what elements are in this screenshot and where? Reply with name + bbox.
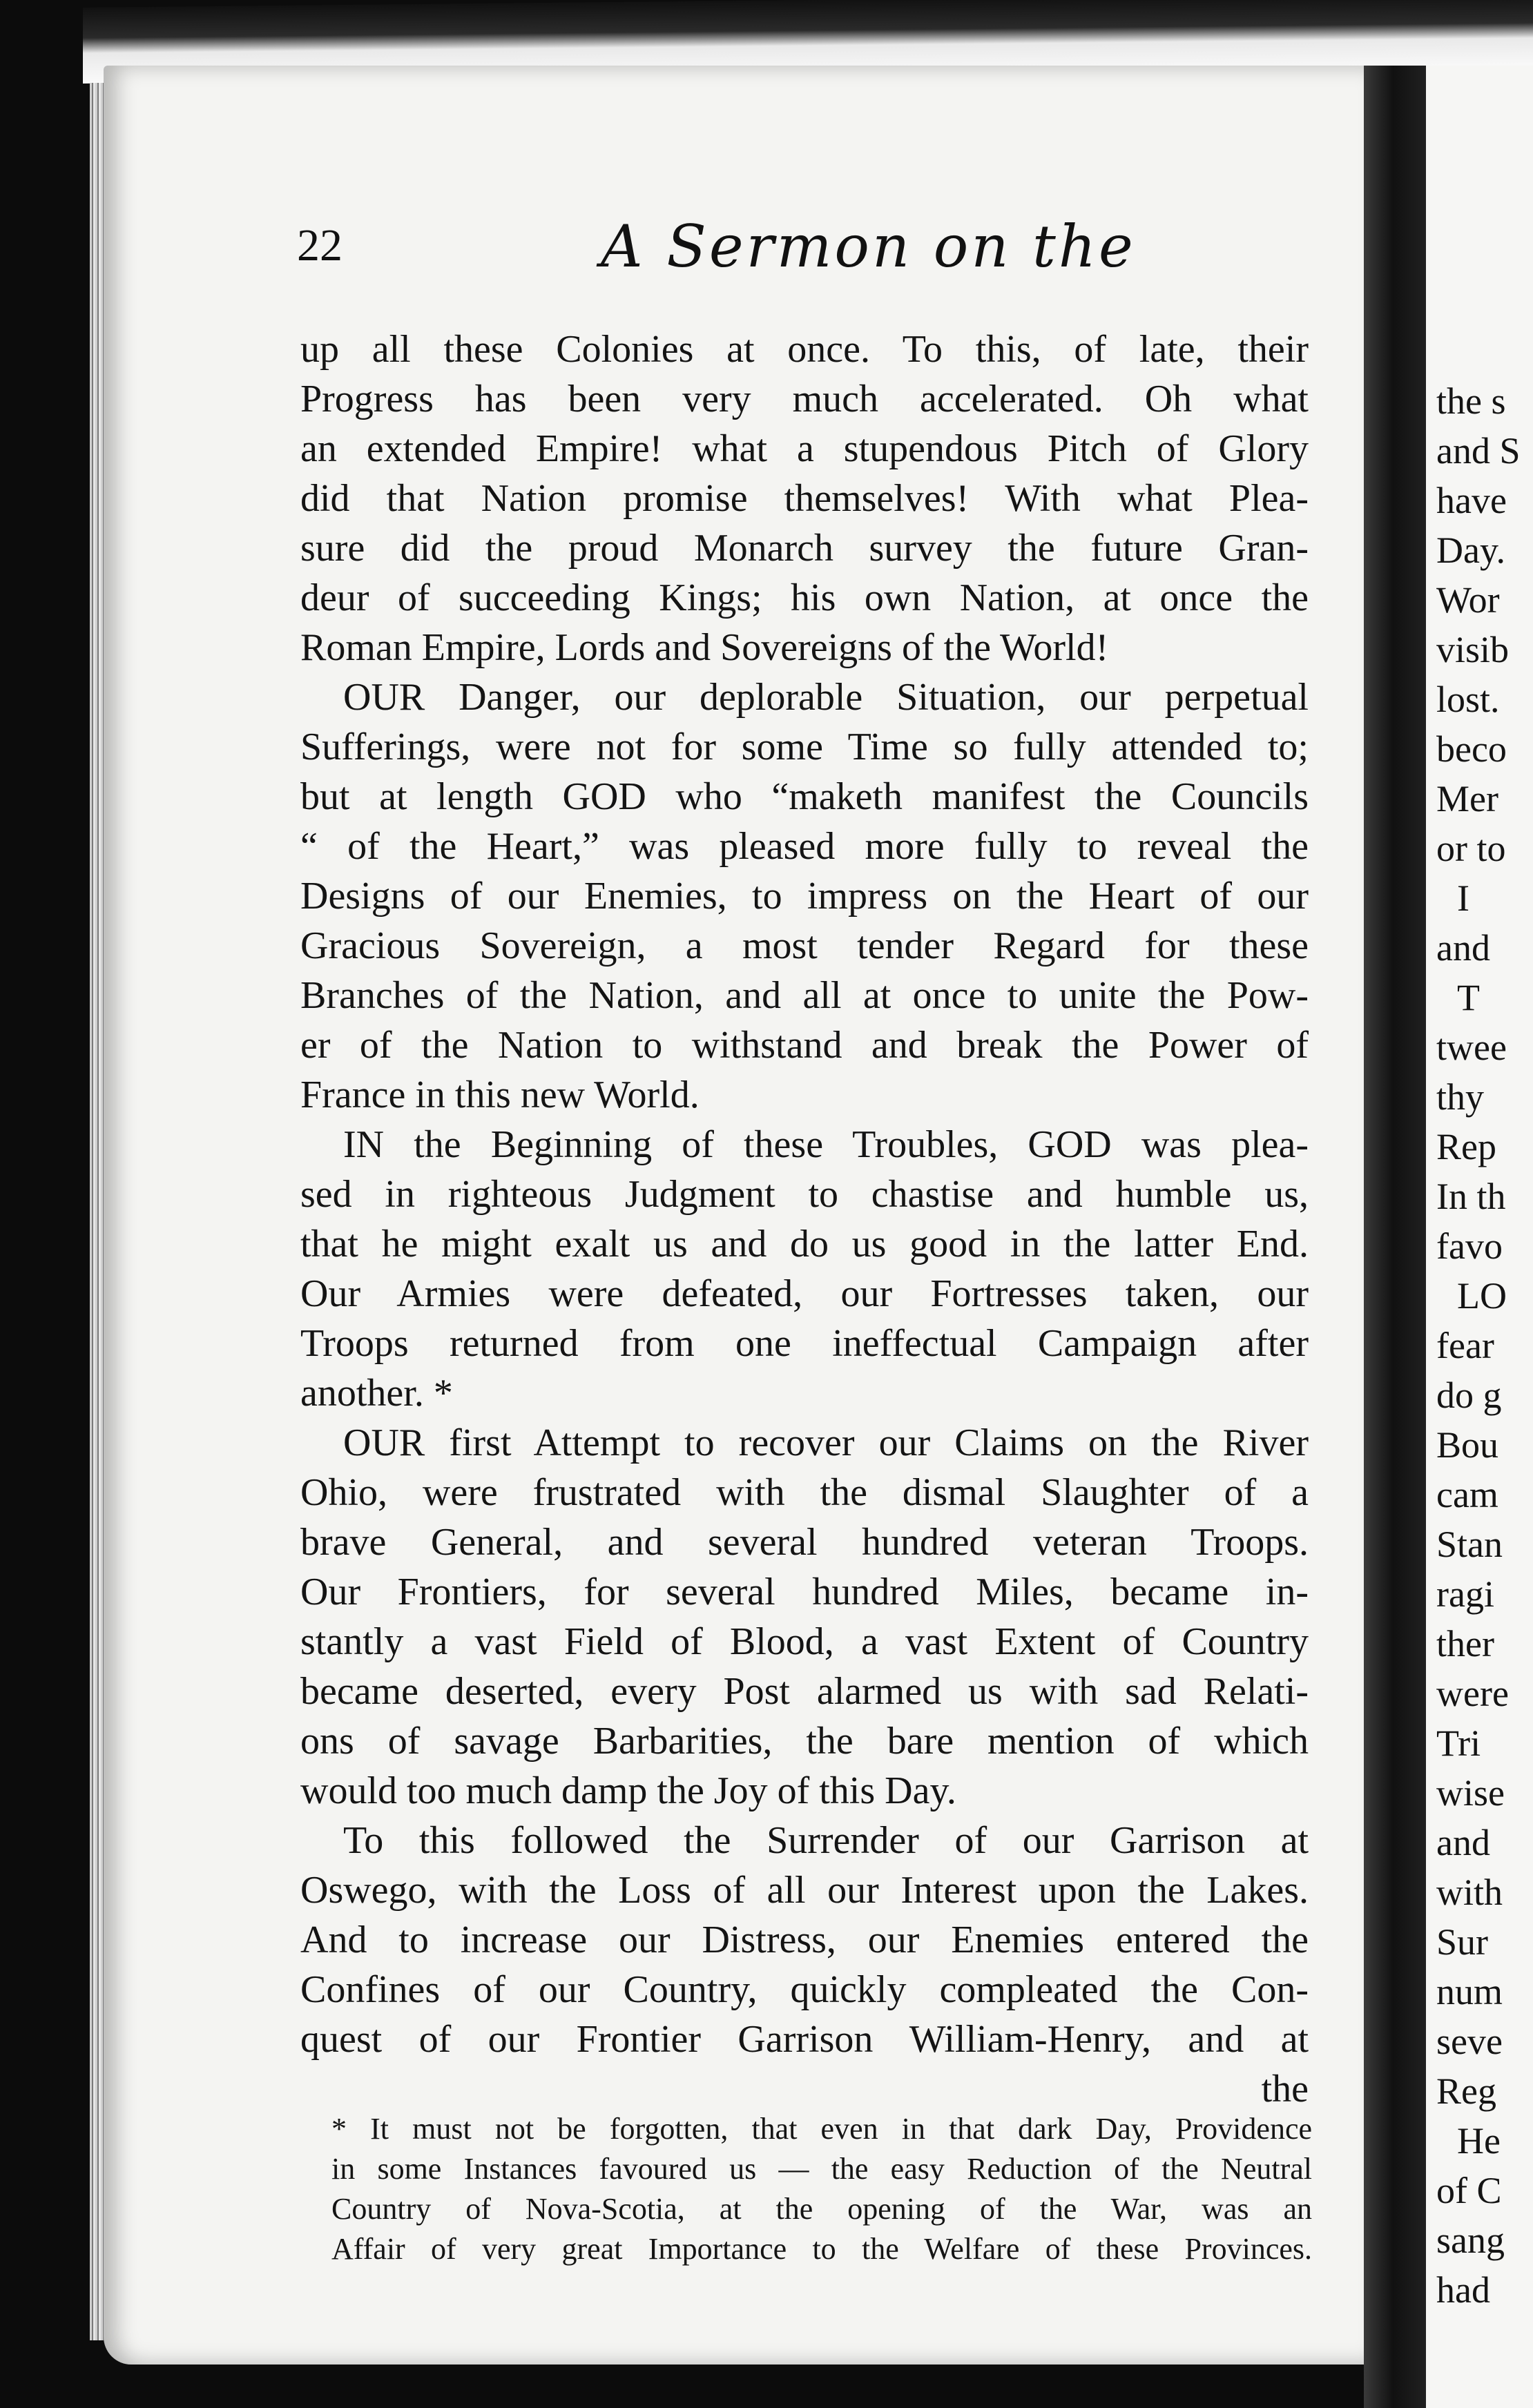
facing-page-fragment: were xyxy=(1436,1673,1509,1714)
text-line: Ohio, were frustrated with the dismal Slaughter of a xyxy=(300,1471,1309,1514)
text-line: sure did the proud Monarch survey the future Gran- xyxy=(300,527,1309,570)
text-line: another. * xyxy=(300,1372,453,1415)
facing-page-fragment: twee xyxy=(1436,1027,1507,1068)
facing-page-fragment: LO xyxy=(1457,1275,1507,1317)
text-line: up all these Colonies at once. To this, of late, their xyxy=(300,328,1309,371)
text-line: would too much damp the Joy of this Day. xyxy=(300,1769,956,1812)
facing-page-fragment: Mer xyxy=(1436,778,1498,819)
facing-page-fragment: wise xyxy=(1436,1772,1505,1814)
page-number: 22 xyxy=(297,220,343,271)
facing-page-fragment: the s xyxy=(1436,380,1506,422)
facing-page-fragment: sang xyxy=(1436,2220,1505,2261)
footnote xyxy=(331,2109,1312,2269)
sermon-body-text xyxy=(300,324,1309,2114)
text-line: IN the Beginning of these Troubles, GOD was plea- xyxy=(343,1123,1309,1166)
text-line: ons of savage Barbarities, the bare mention of which xyxy=(300,1720,1309,1763)
text-line: deur of succeeding Kings; his own Nation, at once the xyxy=(300,576,1309,619)
facing-page-fragment: num xyxy=(1436,1971,1503,2012)
facing-page-fragment: Bou xyxy=(1436,1424,1499,1466)
facing-page-fragment: beco xyxy=(1436,728,1507,770)
facing-page-fragment: thy xyxy=(1436,1076,1485,1118)
facing-page-text xyxy=(1436,376,1533,2315)
text-line: but at length GOD who “maketh manifest the Councils xyxy=(300,775,1309,818)
facing-page-fragment: T xyxy=(1457,977,1480,1018)
facing-page-fragment: and S xyxy=(1436,430,1521,472)
text-line: Confines of our Country, quickly compleated the Con- xyxy=(300,1968,1309,2011)
book-gutter xyxy=(1364,66,1429,2408)
text-line: quest of our Frontier Garrison William-Henry, and at xyxy=(300,2018,1309,2061)
footnote-line: Country of Nova-Scotia, at the opening of the War, was an xyxy=(331,2192,1312,2226)
text-line: stantly a vast Field of Blood, a vast Extent of Country xyxy=(300,1620,1309,1663)
facing-page-fragment: Tri xyxy=(1436,1722,1481,1764)
facing-page-fragment: do g xyxy=(1436,1375,1502,1416)
facing-page-fragment: of C xyxy=(1436,2170,1502,2211)
footnote-line: Affair of very great Importance to the Welfare of these Provinces. xyxy=(331,2232,1312,2266)
facing-page-fragment: Reg xyxy=(1436,2070,1496,2112)
text-line: er of the Nation to withstand and break the Power of xyxy=(300,1024,1309,1067)
facing-page-fragment: ther xyxy=(1436,1623,1494,1664)
text-line: OUR first Attempt to recover our Claims on the River xyxy=(343,1421,1309,1464)
text-line: Our Armies were defeated, our Fortresses taken, our xyxy=(300,1272,1309,1315)
text-line: Sufferings, were not for some Time so fully attended to; xyxy=(300,726,1309,768)
text-line: that he might exalt us and do us good in the latter End. xyxy=(300,1223,1309,1265)
facing-page-fragment: with xyxy=(1436,1872,1503,1913)
facing-page-fragment: I xyxy=(1457,877,1469,919)
facing-page-fragment: In th xyxy=(1436,1176,1506,1217)
text-line: Progress has been very much accelerated. Oh what xyxy=(300,378,1309,420)
text-line: And to increase our Distress, our Enemies entered the xyxy=(300,1919,1309,1961)
facing-page-fragment: had xyxy=(1436,2269,1490,2311)
facing-page-fragment: and xyxy=(1436,1822,1490,1863)
facing-page-fragment: He xyxy=(1457,2120,1501,2162)
text-line: became deserted, every Post alarmed us with sad Relati- xyxy=(300,1670,1309,1713)
text-line: OUR Danger, our deplorable Situation, our perpetual xyxy=(343,676,1309,719)
text-line: Oswego, with the Loss of all our Interest upon the Lakes. xyxy=(300,1869,1309,1912)
facing-page-fragment: visib xyxy=(1436,629,1510,670)
facing-page-fragment: Sur xyxy=(1436,1921,1489,1963)
facing-page-fragment: and xyxy=(1436,927,1490,969)
facing-page-fragment: Wor xyxy=(1436,579,1500,621)
text-line: Troops returned from one ineffectual Campaign after xyxy=(300,1322,1309,1365)
text-line: Our Frontiers, for several hundred Miles, became in- xyxy=(300,1571,1309,1613)
text-line: the xyxy=(1261,2068,1309,2110)
facing-page-fragment: seve xyxy=(1436,2021,1503,2062)
text-line: sed in righteous Judgment to chastise and humble us, xyxy=(300,1173,1309,1216)
text-line: did that Nation promise themselves! With what Plea- xyxy=(300,477,1309,520)
facing-page-fragment: or to xyxy=(1436,828,1506,869)
text-line: “ of the Heart,” was pleased more fully to reveal the xyxy=(300,825,1309,868)
text-line: Branches of the Nation, and all at once to unite the Pow- xyxy=(300,974,1309,1017)
text-line: To this followed the Surrender of our Garrison at xyxy=(343,1819,1309,1862)
facing-page-fragment: fear xyxy=(1436,1325,1494,1366)
text-line: brave General, and several hundred veteran Troops. xyxy=(300,1521,1309,1564)
facing-page-fragment: cam xyxy=(1436,1474,1498,1515)
facing-page-fragment: Rep xyxy=(1436,1126,1496,1167)
text-line: Roman Empire, Lords and Sovereigns of the World! xyxy=(300,626,1109,669)
text-line: France in this new World. xyxy=(300,1074,700,1116)
text-line: Gracious Sovereign, a most tender Regard for these xyxy=(300,924,1309,967)
footnote-line: in some Instances favoured us — the easy Reduction of the Neutral xyxy=(331,2152,1312,2186)
facing-page-fragment: Day. xyxy=(1436,530,1505,571)
facing-page-fragment: lost. xyxy=(1436,679,1500,720)
facing-page-fragment: have xyxy=(1436,480,1507,521)
text-line: an extended Empire! what a stupendous Pitch of Glory xyxy=(300,427,1309,470)
facing-page-fragment: Stan xyxy=(1436,1524,1503,1565)
facing-page-fragment: favo xyxy=(1436,1225,1503,1267)
footnote-line: * It must not be forgotten, that even in that dark Day, Providence xyxy=(331,2112,1312,2146)
text-line: Designs of our Enemies, to impress on the Heart of our xyxy=(300,875,1309,917)
running-title: A Sermon on the xyxy=(601,213,1136,280)
page-header xyxy=(297,213,1319,295)
facing-page-fragment: ragi xyxy=(1436,1573,1494,1615)
